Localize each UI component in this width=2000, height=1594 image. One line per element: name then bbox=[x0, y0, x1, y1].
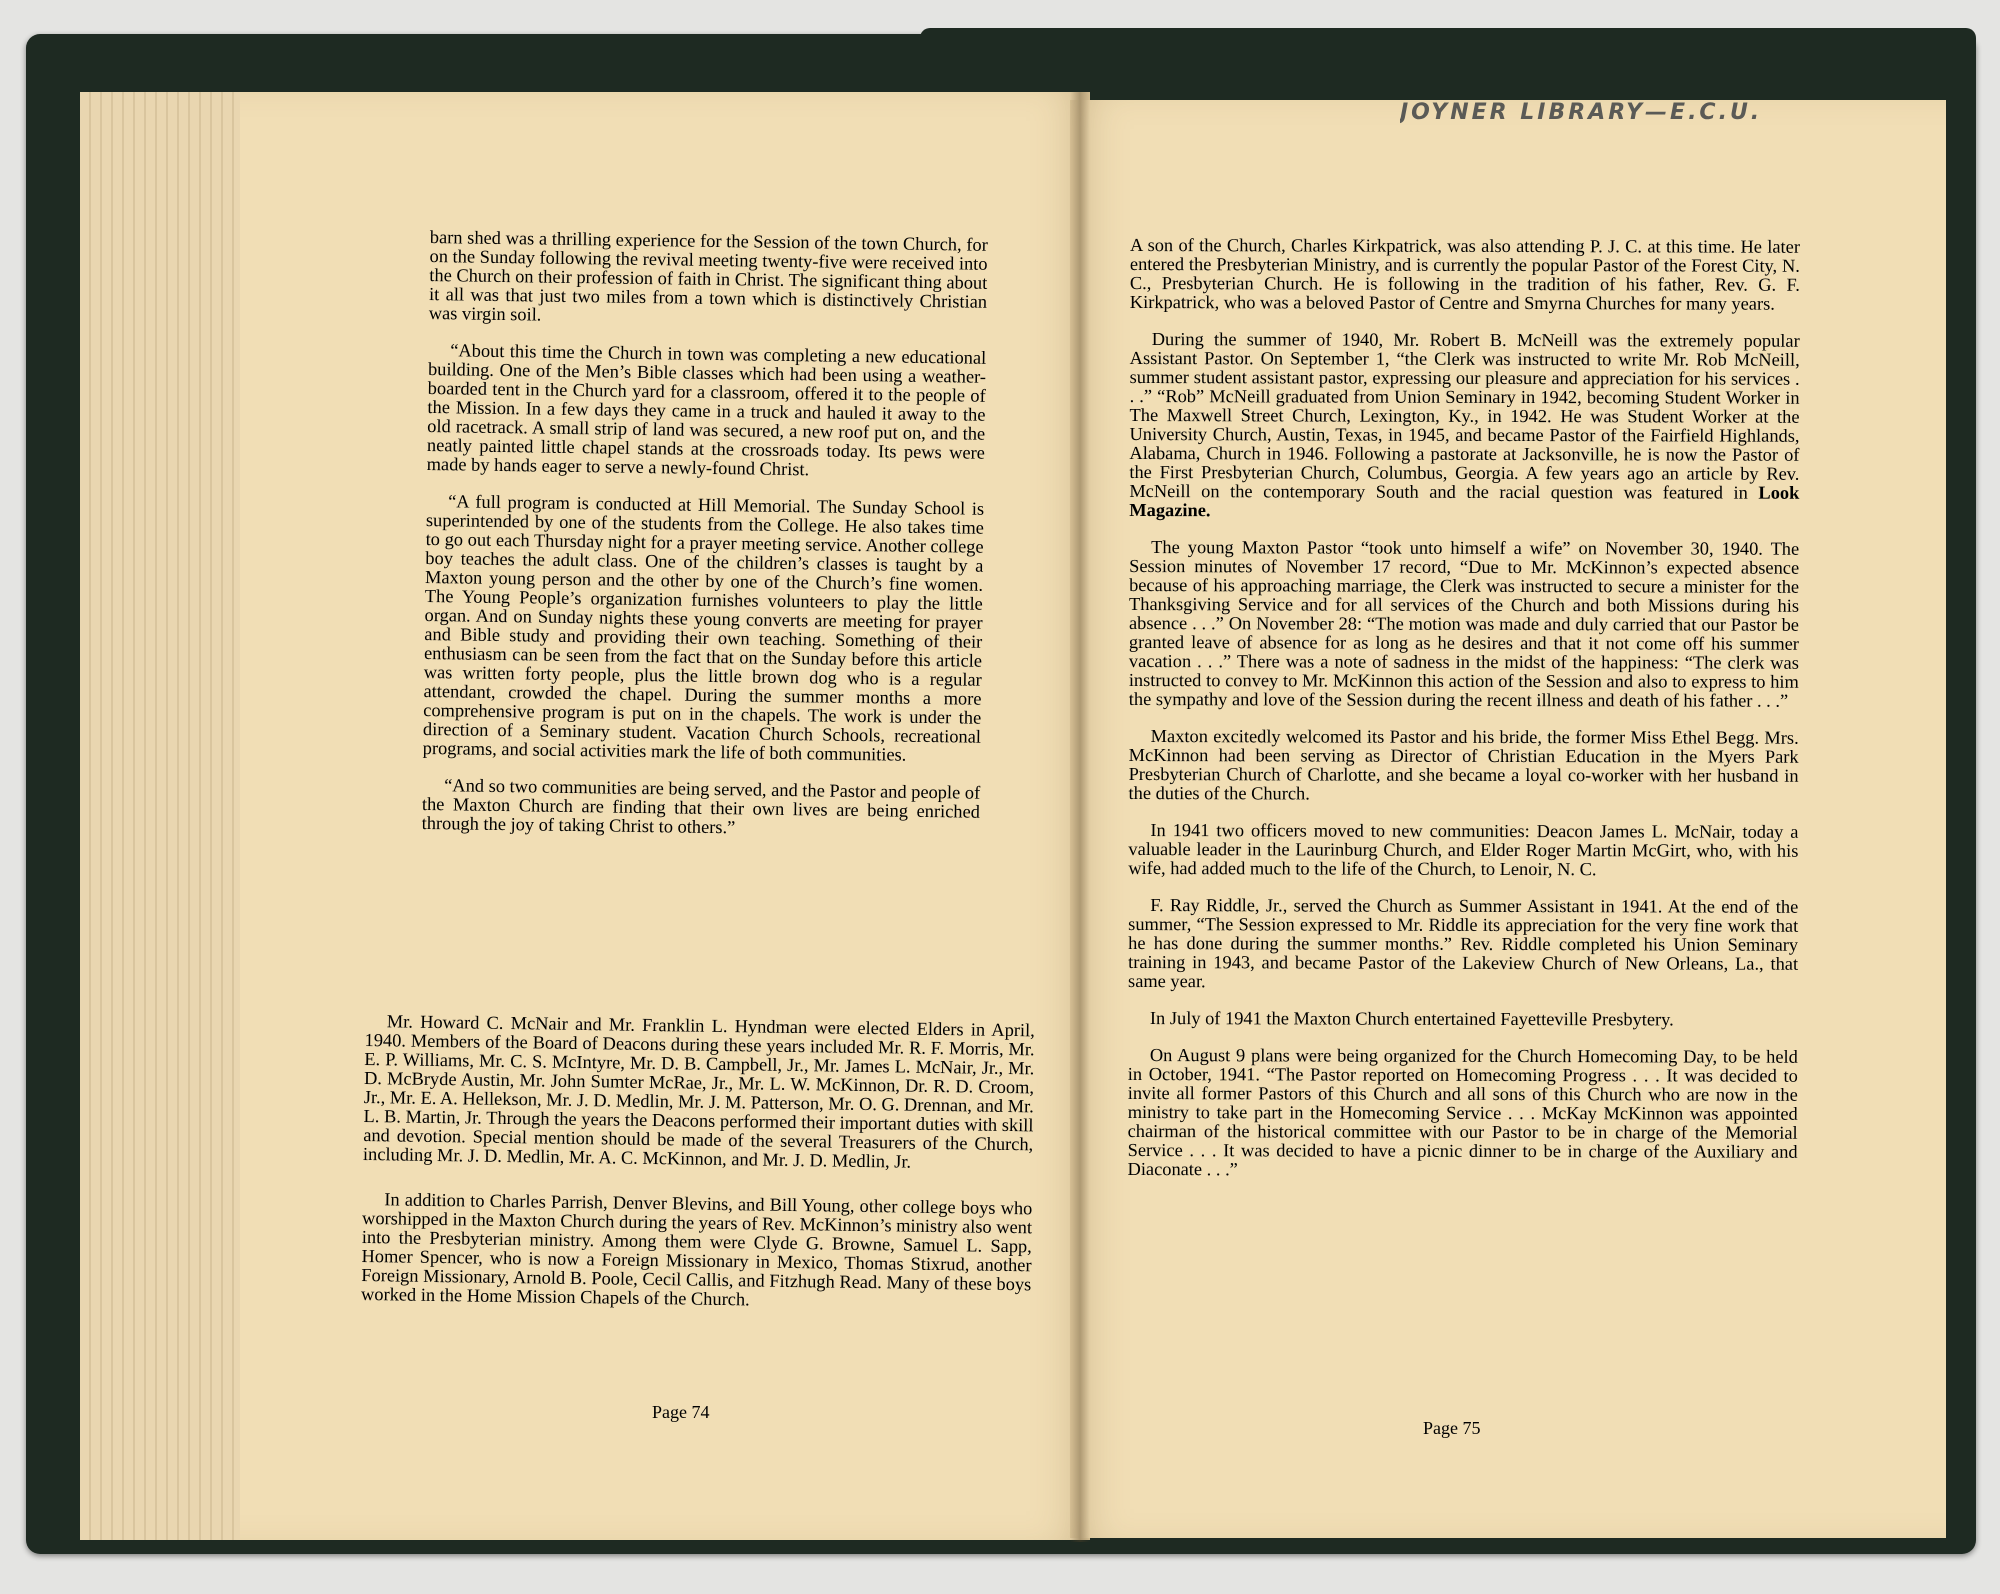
body-paragraph: Mr. Howard C. McNair and Mr. Franklin L. Hyndman were elected Elders in April, 1940. Members of the Board of Deacons during these years included Mr. R. F. Morris, Mr. E. P. Williams, Mr. C. S. McIntyre, Mr. D. B. Campbell, Jr., Mr. James L. McNair, Jr., Mr. D. McBryde Austin, Mr. John Sumter McRae, Jr., Mr. L. W. McKinnon, Dr. R. D. Croom, Jr., Mr. E. A. Hellekson, Mr. J. D. Medlin, Mr. J. M. Patterson, Mr. O. G. Drennan, and Mr. L. B. Martin, Jr. Through the years the Deacons performed their important duties with skill and devotion. Special mention should be made of the several Treasurers of the Church, including Mr. J. D. Medlin, Mr. A. C. McKinnon, and Mr. J. D. Medlin, Jr. bbox=[362, 1011, 1035, 1172]
quote-paragraph: “And so two communities are being served, and the Pastor and people of the Maxton Church are finding that their own lives are being enriched through the joy of taking Christ to others.” bbox=[421, 775, 981, 838]
body-paragraph: The young Maxton Pastor “took unto himself a wife” on November 30, 1940. The Session minutes of November 17 record, “Due to Mr. McKinnon’s expected absence because of his approaching marriage, the Clerk was instructed to secure a minister for the Thanksgiving Service and for all services of the Church and both Missions during his absence . . .” On November 28: “The motion was made and duly carried that our Pastor be granted leave of absence for as long as he desires and that it not come off his summer vacation . . .” There was a note of sadness in the midst of the happiness: “The clerk was instructed to convey to Mr. McKinnon this action of the Session and also to express to him the sympathy and love of the Session during the recent illness and death of his father . . .” bbox=[1128, 537, 1800, 711]
book-gutter bbox=[1070, 92, 1090, 1542]
page-number-left: Page 74 bbox=[652, 1402, 710, 1422]
body-paragraph: On August 9 plans were being organized for the Church Homecoming Day, to be held in October, 1941. “The Pastor reported on Homecoming Progress . . . It was decided to invite all former Pastors of this Church and all sons of this Church who are now in the ministry to take part in the Homecoming Service . . . McKay McKinnon was appointed chairman of the historical committee with our Pastor to be in charge of the Memorial Service . . . It was decided to have a picnic dinner to be in charge of the Auxiliary and Diaconate . . .” bbox=[1127, 1045, 1798, 1180]
body-paragraph: Maxton excitedly welcomed its Pastor and his bride, the former Miss Ethel Begg. Mrs. McKinnon had been serving as Director of Christian Education in the Myers Park Presbyterian Church of Charlotte, and she became a loyal co-worker with her husband in the duties of the Church. bbox=[1128, 726, 1799, 804]
right-body-column bbox=[1127, 236, 1800, 1199]
body-paragraph bbox=[1129, 330, 1799, 522]
magazine-title: Look Magazine. bbox=[1129, 482, 1800, 521]
body-paragraph: In addition to Charles Parrish, Denver Blevins, and Bill Young, other college boys who worshipped in the Maxton Church during the years of Rev. McKinnon’s ministry also went into the Presbyterian ministry. Among them were Clyde G. Browne, Samuel L. Sapp, Homer Spencer, who is now a Foreign Missionary in Mexico, Thomas Stixrud, another Foreign Missionary, Arnold B. Poole, Cecil Callis, and Fitzhugh Read. Many of these boys worked in the Home Mission Chapels of the Church. bbox=[360, 1189, 1033, 1310]
body-paragraph: A son of the Church, Charles Kirkpatrick, was also attending P. J. C. at this time. He later entered the Presbyterian Ministry, and is currently the popular Pastor of the Forest City, N. C., Presbyterian Church. He is following in the tradition of his father, Rev. G. F. Kirkpatrick, who was a beloved Pastor of Centre and Smyrna Churches for many years. bbox=[1129, 235, 1801, 314]
left-body-column bbox=[361, 1012, 1035, 1331]
left-quote-column bbox=[421, 228, 988, 859]
quote-paragraph: “About this time the Church in town was completing a new educational building. One of the Men’s Bible classes which had been using a weather-boarded tent in the Church yard for a classroom, offered it to the people of the Mission. In a few days they came in a truck and hauled it away to the old racetrack. A small strip of land was secured, a new roof put on, and the neatly painted little chapel stands at the crossroads today. Its pews were made by hands eager to serve a newly-found Christ. bbox=[426, 340, 987, 480]
body-paragraph: F. Ray Riddle, Jr., served the Church as Summer Assistant in 1941. At the end of the summer, “The Session expressed to Mr. Riddle its appreciation for the very fine work that he has done during the summer months.” Rev. Riddle completed his Union Seminary training in 1943, and became Pastor of the Lakeview Church of New Orleans, La., that same year. bbox=[1128, 895, 1799, 992]
page-number-right: Page 75 bbox=[1423, 1418, 1481, 1438]
quote-paragraph: barn shed was a thrilling experience for the Session of the town Church, for on the Sunday following the revival meeting twenty-five were received into the Church on their profession of faith in Christ. The significant thing about it all was that just two miles from a town which is distinctively Christian was virgin soil. bbox=[428, 227, 988, 325]
quote-paragraph: “A full program is conducted at Hill Memorial. The Sunday School is superintended by one of the students from the College. He also takes time to go out each Thursday night for a prayer meeting service. Another college boy teaches the adult class. One of the children’s classes is taught by a Maxton young person and the other by one of the Church’s fine women. The Young People’s organization furnishes volunteers to play the little organ. And on Sunday nights these young converts are meeting for prayer and Bible study and providing their own teaching. Something of their enthusiasm can be seen from the fact that on the Sunday before this article was written forty people, plus the little brown dog who is a regular attendant, crowded the chapel. During the summer months a more comprehensive program is put on in the chapels. The work is under the direction of a Seminary student. Vacation Church Schools, recreational programs, and social activities mark the life of both communities. bbox=[422, 491, 985, 765]
page-edges bbox=[80, 92, 250, 1540]
body-text: During the summer of 1940, Mr. Robert B. McNeill was the extremely popular Assistant Pastor. On September 1, “the Clerk was instructed to write Mr. Rob McNeill, summer student assistant pastor, expressing our pleasure and appreciation for his services . . .” “Rob” McNeill graduated from Union Seminary in 1942, becoming Student Worker in The Maxwell Street Church, Lexington, Ky., in 1942. He was Student Worker at the University Church, Austin, Texas, in 1945, and became Pastor of the Fairfield Highlands, Alabama, Church in 1946. Following a pastorate at Jacksonville, he is now the Pastor of the First Presbyterian Church, Columbus, Georgia. A few years ago an article by Rev. McNeill on the contemporary South and the racial question was featured in bbox=[1129, 329, 1800, 503]
body-paragraph: In 1941 two officers moved to new communities: Deacon James L. McNair, today a valuable leader in the Laurinburg Church, and Elder Roger Martin McGirt, who, with his wife, had added much to the life of the Church, to Lenoir, N. C. bbox=[1128, 820, 1799, 880]
body-paragraph: In July of 1941 the Maxton Church entertained Fayetteville Presbytery. bbox=[1149, 1008, 1674, 1030]
library-stamp: JOYNER LIBRARY—E.C.U. bbox=[1400, 100, 1763, 125]
